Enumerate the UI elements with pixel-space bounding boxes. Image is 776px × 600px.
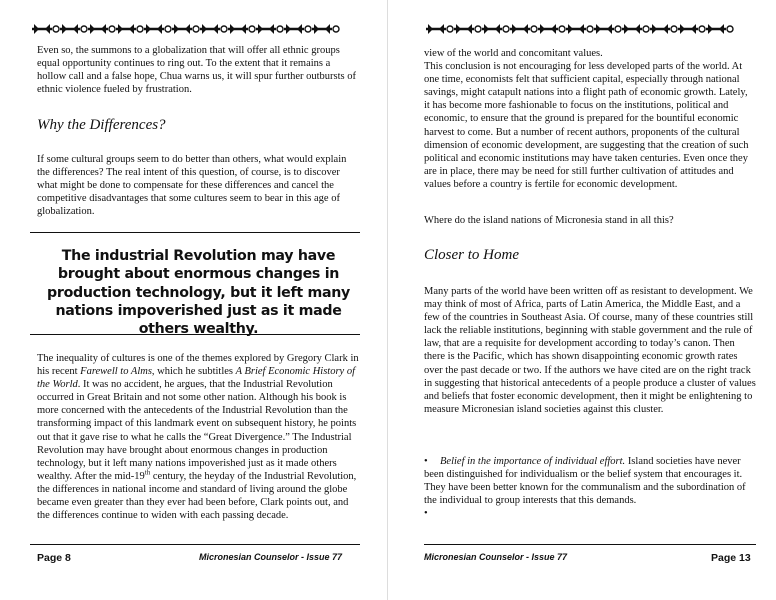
border-motif xyxy=(172,24,199,34)
bullet-lead: Belief in the importance of individual effort. xyxy=(440,456,626,467)
border-motif xyxy=(482,24,509,34)
border-motif xyxy=(60,24,87,34)
page-number: Page 8 xyxy=(37,552,71,564)
border-motif xyxy=(32,24,59,34)
bullet-item xyxy=(424,507,756,520)
book-subtitle: A Brief Economic History of the World xyxy=(37,366,355,391)
border-motif xyxy=(312,24,339,34)
pull-quote: The industrial Revolution may have brought about enormous changes in production technology, but it left many nations impoverished just as it made others wealthy. xyxy=(47,248,350,338)
paragraph: The inequality of cultures is one of the themes explored by Gregory Clark in his recent Farewell to Alms, which he subtitles A Brief Economic History of the World. It was no accident, he argues, that the Industrial Revolution occurred in Great Britain and not some other nation. Although his book is more concerned with the antecedents of the Industrial Revolution than the transforming impact of this landmark event on subsequent history, he points out that it gave rise to what he calls the “Great Divergence.” The Industrial Revolution may have brought about enormous changes in production technology, but it left many nations impoverished just as it made others wealthy. After the mid-19th century, the heyday of the Industrial Revolution, the differences in national income and standard of living around the globe became even greater than they ever had been before, Clark points out, and the differences continue to widen with each passing decade. xyxy=(37,353,359,522)
paragraph: Many parts of the world have been written off as resistant to development. We may think of most of Africa, parts of Latin America, the Middle East, and a few of the countries in Southeast Asia. Of course, many of these countries still lack the reliable institutions, beginning with stable government and the rule of law, that are a requisite for development according to today’s canon. Then there is the Pacific, which has shown disappointing economic growth rates over the past decade or two. If the authors we have cited are on the right track in suggesting that historical antecedents of a people produce a cluster of values and beliefs that foster economic development, then it might be enlightening to measure Micronesian island societies against this cluster. xyxy=(424,286,756,415)
border-motif xyxy=(594,24,621,34)
bullet-icon: • xyxy=(424,508,428,520)
footer-rule xyxy=(424,544,756,545)
border-motif xyxy=(426,24,453,34)
right-page xyxy=(388,0,776,600)
border-motif xyxy=(538,24,565,34)
paragraph: This conclusion is not encouraging for less developed parts of the world. At one time, economists felt that sufficient capital, especially through national savings, might catapult nations into a flight path of economic growth. Lately, it has become more fashionable to focus on the institutions, political and economic, to ensure that the ground is prepared for the bountiful economic harvest to come. But a number of recent authors, proponents of the cultural dimension of economic development, are suggesting that the creation of such political and economic institutions may have taken centuries. Even once they are in place, there may be need for still further cultivation of attitudes and values before a country is fertile for economic development. xyxy=(424,61,749,190)
bullet-icon: • xyxy=(424,456,428,467)
paragraph: If some cultural groups seem to do better than others, what would explain the differences? The real intent of this question, of course, is to discover what might be done to compensate for these differences and cancel the competitive disadvantages that some cultures seem to bear in this age of globalization. xyxy=(37,154,347,218)
border-motif xyxy=(678,24,705,34)
decorative-border xyxy=(30,22,360,36)
pull-quote-top-rule xyxy=(30,232,360,233)
border-motif xyxy=(454,24,481,34)
bullet-item: • Belief in the importance of individual effort. Island societies have never been distinguished for individualism or the belief system that encourages it. They have been better known for the communalism and the subordination of the individual to group interests that this demands. xyxy=(424,456,746,507)
section-heading: Why the Differences? xyxy=(37,117,166,133)
border-motif xyxy=(566,24,593,34)
border-motif xyxy=(228,24,255,34)
page-number: Page 13 xyxy=(711,552,751,564)
border-motif xyxy=(284,24,311,34)
border-motif xyxy=(144,24,171,34)
pull-quote-bottom-rule xyxy=(30,334,360,335)
border-motif xyxy=(116,24,143,34)
paragraph: view of the world and concomitant values. xyxy=(424,48,603,59)
border-motif xyxy=(510,24,537,34)
footer-rule xyxy=(30,544,360,545)
border-motif xyxy=(622,24,649,34)
paragraph: Where do the island nations of Micronesia stand in all this? xyxy=(424,215,674,226)
left-col xyxy=(37,44,360,96)
decorative-border xyxy=(424,22,756,36)
border-motif xyxy=(706,24,733,34)
border-motif xyxy=(650,24,677,34)
border-motif xyxy=(88,24,115,34)
border-motif xyxy=(256,24,283,34)
border-motif xyxy=(200,24,227,34)
publication-title: Micronesian Counselor - Issue 77 xyxy=(424,552,568,562)
paragraph: Even so, the summons to a globalization that will offer all ethnic groups equal opportunity continues to ring out. To the extent that it remains a hollow call and a false hope, Chua warns us, it will spur further outbursts of ethnic violence fueled by frustration. xyxy=(37,45,357,96)
section-heading: Closer to Home xyxy=(424,247,519,263)
book-title: Farewell to Alms xyxy=(80,366,152,378)
publication-title: Micronesian Counselor - Issue 77 xyxy=(199,552,343,562)
